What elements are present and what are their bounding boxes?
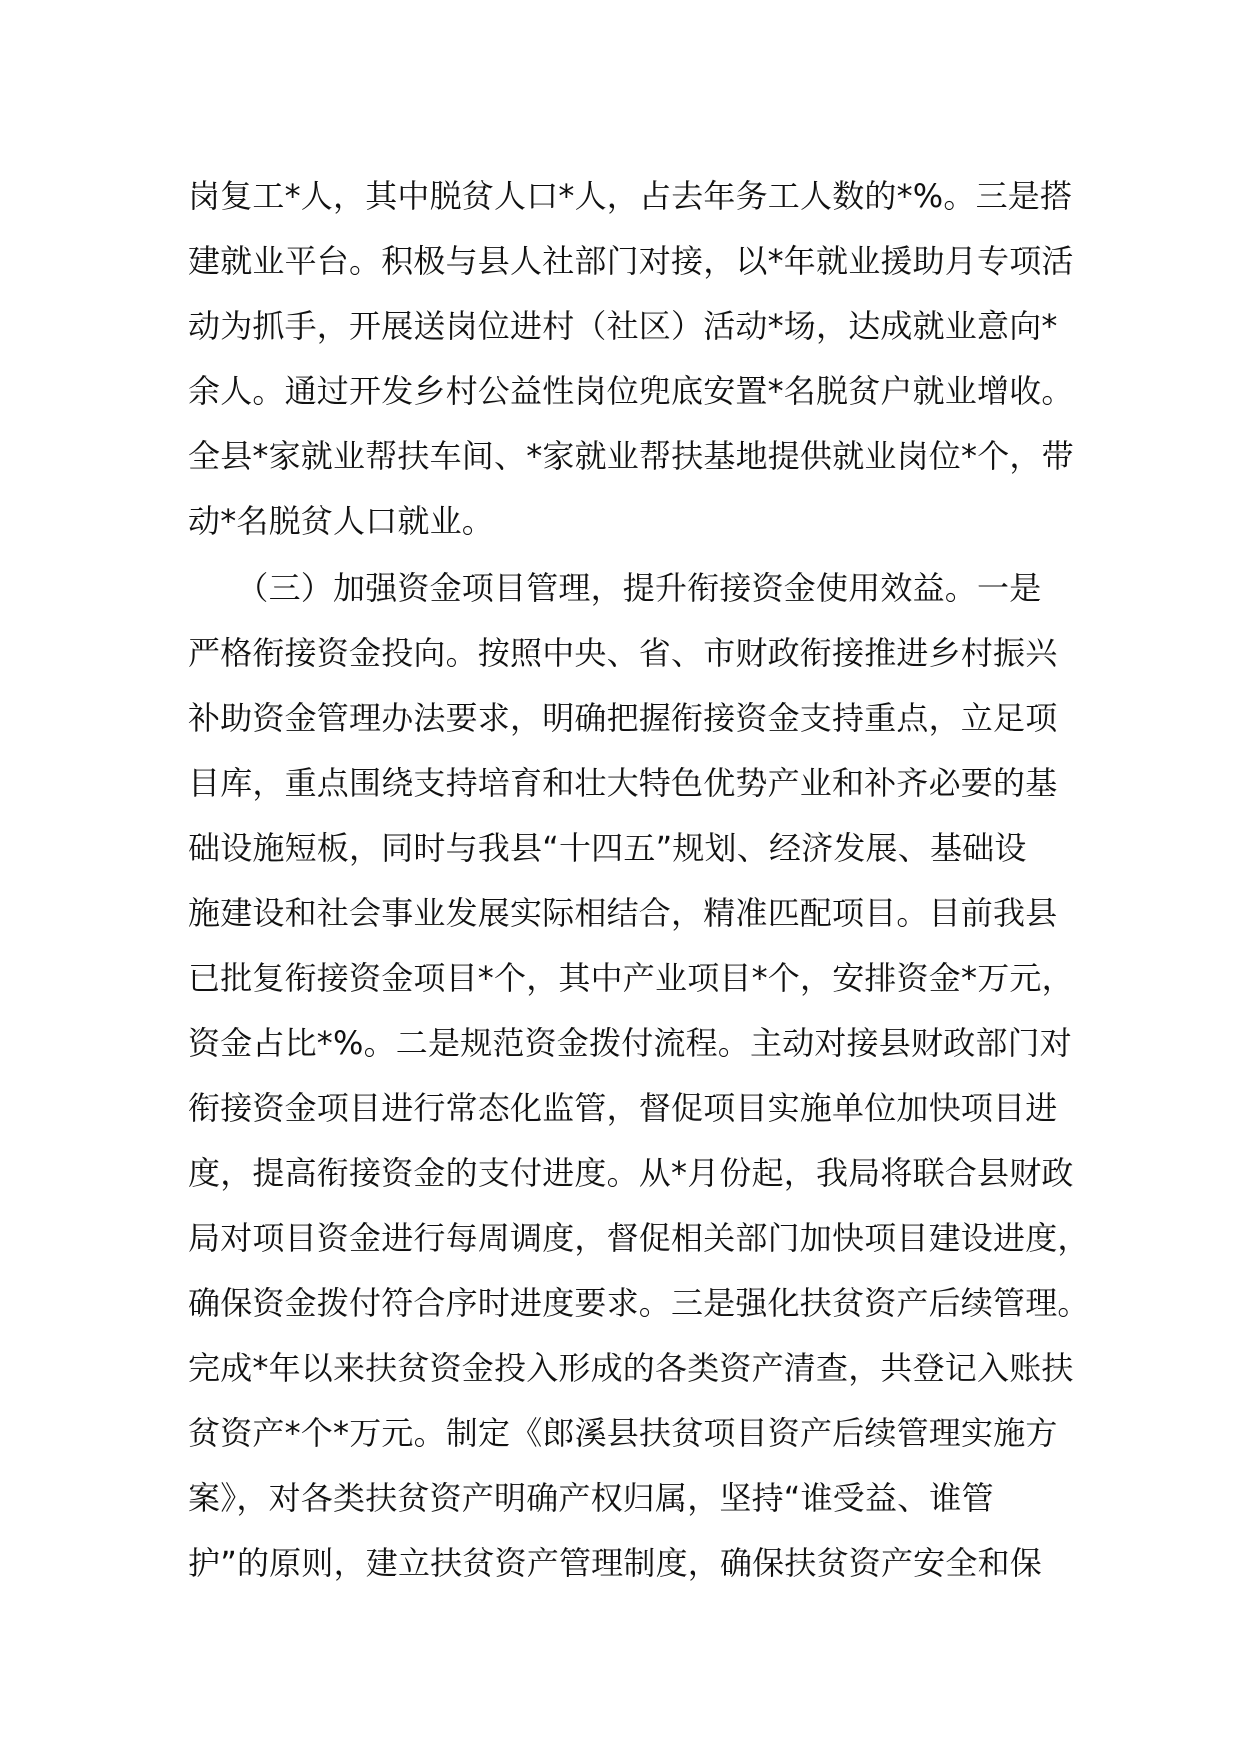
text-line: 严格衔接资金投向。按照中央、省、市财政衔接推进乡村振兴 xyxy=(188,634,1058,672)
text-line: 确保资金拨付符合序时进度要求。三是强化扶贫资产后续管理。 xyxy=(188,1284,1090,1322)
text-line: 衔接资金项目进行常态化监管，督促项目实施单位加快项目进 xyxy=(188,1089,1058,1127)
text-line: 贫资产*个*万元。制定《郎溪县扶贫项目资产后续管理实施方 xyxy=(188,1414,1058,1452)
text-line: 案》，对各类扶贫资产明确产权归属，坚持“谁受益、谁管 xyxy=(188,1479,994,1517)
text-line: 补助资金管理办法要求，明确把握衔接资金支持重点，立足项 xyxy=(188,699,1058,737)
text-line: 建就业平台。积极与县人社部门对接，以*年就业援助月专项活 xyxy=(188,242,1074,280)
text-line: 已批复衔接资金项目*个，其中产业项目*个，安排资金*万元， xyxy=(188,959,1074,997)
text-line: 施建设和社会事业发展实际相结合，精准匹配项目。目前我县 xyxy=(188,894,1058,932)
text-line: 动*名脱贫人口就业。 xyxy=(188,502,495,540)
text-line: 完成*年以来扶贫资金投入形成的各类资产清查，共登记入账扶 xyxy=(188,1349,1074,1387)
paragraph-employment xyxy=(188,164,1078,554)
text-line: 余人。通过开发乡村公益性岗位兜底安置*名脱贫户就业增收。 xyxy=(188,372,1074,410)
text-line: （三）加强资金项目管理，提升衔接资金使用效益。一是 xyxy=(188,569,1042,607)
text-line: 动为抓手，开展送岗位进村（社区）活动*场，达成就业意向* xyxy=(188,307,1058,345)
text-line: 资金占比*%。二是规范资金拨付流程。主动对接县财政部门对 xyxy=(188,1024,1073,1062)
text-line: 岗复工*人，其中脱贫人口*人，占去年务工人数的*%。三是搭 xyxy=(188,177,1073,215)
text-line: 护”的原则，建立扶贫资产管理制度，确保扶贫资产安全和保 xyxy=(188,1544,1042,1582)
text-line: 础设施短板，同时与我县“十四五”规划、经济发展、基础设 xyxy=(188,829,1027,867)
paragraph-fund-management xyxy=(188,556,1090,1596)
text-line: 度，提高衔接资金的支付进度。从*月份起，我局将联合县财政 xyxy=(188,1154,1074,1192)
text-line: 目库，重点围绕支持培育和壮大特色优势产业和补齐必要的基 xyxy=(188,764,1058,802)
text-line: 局对项目资金进行每周调度，督促相关部门加快项目建设进度， xyxy=(188,1219,1090,1257)
text-line: 全县*家就业帮扶车间、*家就业帮扶基地提供就业岗位*个，带 xyxy=(188,437,1074,475)
